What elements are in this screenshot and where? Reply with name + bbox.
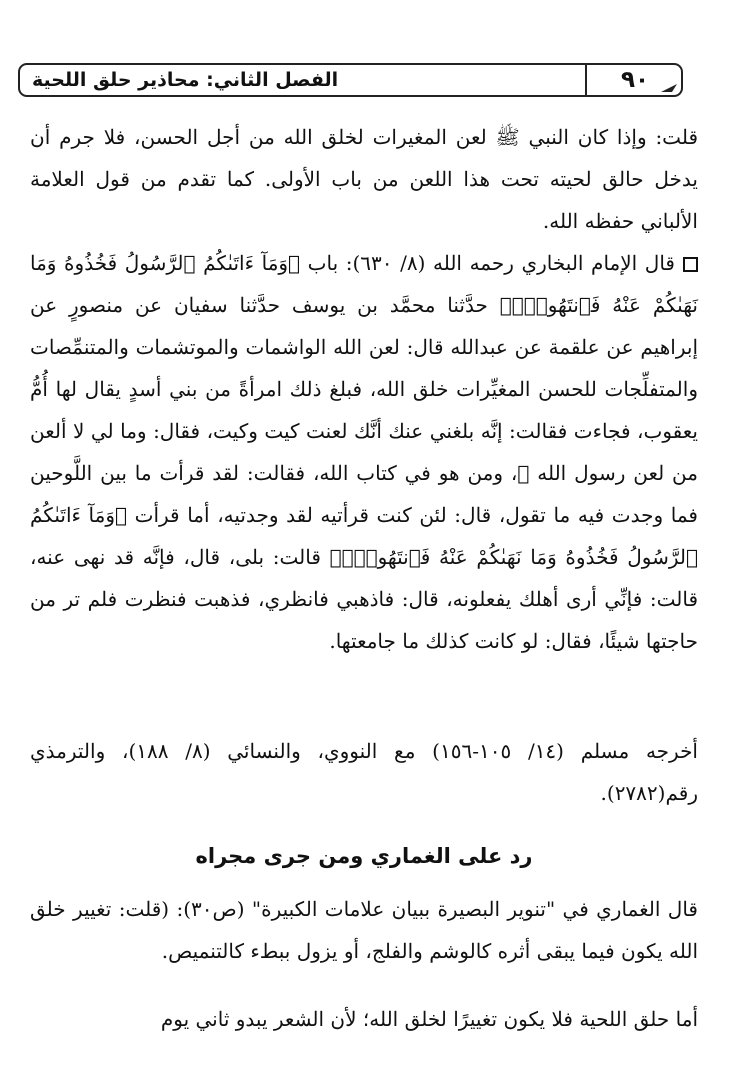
header-divider — [585, 65, 587, 95]
page-number: ٩٠ — [620, 67, 650, 93]
paragraph-comment: قلت: وإذا كان النبي ﷺ لعن المغيرات لخلق الله من أجل الحسن، فلا جرم أن يدخل حالق لحيته تحت هذا اللعن من باب الأولى. كما تقدم من قول العلامة الألباني حفظه الله. — [30, 125, 699, 233]
paragraph-beard-shaving: أما حلق اللحية فلا يكون تغييرًا لخلق الله؛ لأن الشعر يبدو ثاني يوم — [160, 1007, 698, 1031]
bukhari-hadith-text: قال الإمام البخاري رحمه الله (٨/ ٦٣٠): باب ﴿وَمَآ ءَاتَىٰكُمُ ٱلرَّسُولُ فَخُذُوهُ وَمَا نَهَىٰكُمْ عَنْهُ فَٱنتَهُوا۟ۚ﴾ حدَّثنا محمَّد بن يوسف حدَّثنا سفيان عن منصورٍ عن إبراهيم عن علقمة عن عبدالله قال: لعن الله الواشمات والموتشمات والمتنمِّصات والمتفلِّجات للحسن المغيِّرات خلق الله، فبلغ ذلك امرأةً من بني أسدٍ يقال لها أُمُّ يعقوب، فجاءت فقالت: إنَّه بلغني عنك أنَّك لعنت كيت وكيت، فقال: وما لي لا ألعن من لعن رسول الله ﷺ، ومن هو في كتاب الله، فقالت: لقد قرأت ما بين اللَّوحين فما وجدت فيه ما تقول، قال: لئن كنت قرأتيه لقد وجدتيه، أما قرأت ﴿وَمَآ ءَاتَىٰكُمُ ٱلرَّسُولُ فَخُذُوهُ وَمَا نَهَىٰكُمْ عَنْهُ فَٱنتَهُوا۟ۚ﴾ قالت: بلى، قال، فإنَّه قد نهى عنه، قالت: فإنِّي أرى أهلك يفعلونه، قال: فاذهبي فانظري، فذهبت فنظرت فلم تر من حاجتها شيئًا، فقال: لو كانت كذلك ما جامعتها. — [30, 251, 698, 653]
section-heading: رد على الغماري ومن جرى مجراه — [195, 844, 533, 868]
chapter-title: الفصل الثاني: محاذير حلق اللحية — [32, 69, 339, 91]
paragraph-takhrij: أخرجه مسلم (١٤/ ١٠٥-١٥٦) مع النووي، والنسائي (٨/ ١٨٨)، والترمذي رقم(٢٧٨٢). — [30, 739, 698, 805]
paragraph-ghumari-quote: قال الغماري في "تنوير البصيرة ببيان علامات الكبيرة" (ص٣٠): (قلت: تغيير خلق الله يكون فيما يبقى أثره كالوشم والفلج، أو يزول ببطء كالتنميص. — [30, 897, 698, 963]
corner-flourish-icon — [660, 83, 678, 93]
paragraph-bukhari-hadith — [30, 242, 698, 662]
square-bullet-icon — [683, 257, 698, 272]
running-header — [18, 63, 683, 97]
